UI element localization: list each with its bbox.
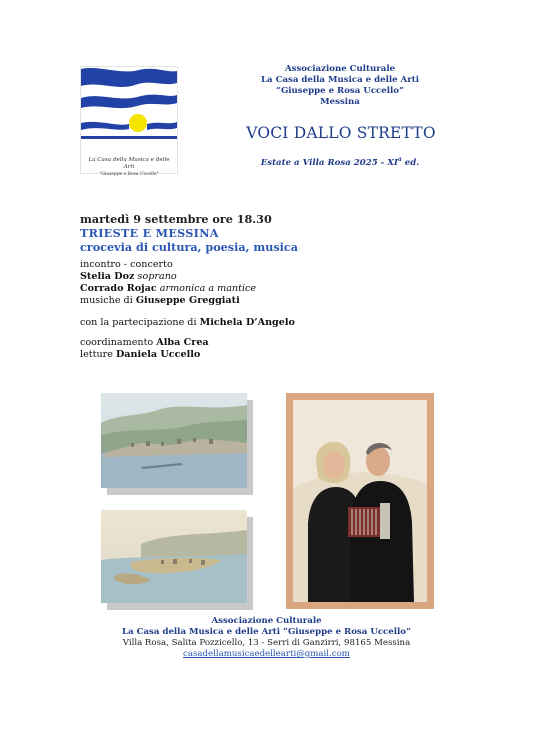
footer [60,616,473,660]
performer-2 [80,283,256,294]
coordination-credit [80,337,209,348]
performer-1-role: soprano [137,271,177,282]
coordination-prefix: coordinamento [80,337,154,348]
subtitle-superscript: a [397,156,402,163]
music-prefix: musiche di [80,295,133,306]
assoc-line1: Associazione Culturale [284,64,396,74]
assoc-line2: La Casa della Musica e delle Arti [261,75,419,85]
logo-waves-sun-graphic [81,67,177,155]
music-credit [80,295,240,306]
performer-2-role: armonica a mantice [159,283,257,294]
readings-credit [80,349,200,360]
assoc-line4: Messina [320,97,360,107]
association-logo [80,66,178,177]
footer-assoc-line2: La Casa della Musica e delle Arti “Giuseppe e Rosa Uccello” [122,627,411,637]
event-subtitle: crocevia di cultura, poesia, musica [80,240,298,254]
performer-2-name: Corrado Rojac [80,283,157,294]
composer-name: Giuseppe Greggiati [135,295,240,306]
performer-1 [80,271,177,282]
page-title: VOCI DALLO STRETTO [246,124,436,142]
association-header [240,64,440,108]
footer-assoc-line1: Associazione Culturale [211,616,322,626]
messina-view-image [101,510,247,603]
page-subtitle [220,156,460,168]
logo-caption-line2: "Giuseppe e Rosa Uccello" [99,172,159,177]
participation-prefix: con la partecipazione di [80,317,197,328]
performer-1-name: Stelia Doz [80,271,135,282]
participant-name: Michela D’Angelo [199,317,295,328]
performers-photo [286,393,434,609]
logo-caption-line1: La Casa della Musica e delle Arti [88,157,170,170]
event-date: martedì 9 settembre ore 18.30 [80,212,272,226]
footer-email-link[interactable]: casadellamusicaedellearti@gmail.com [183,649,350,659]
readings-prefix: letture [80,349,113,360]
event-type: incontro - concerto [80,259,173,270]
assoc-line3: “Giuseppe e Rosa Uccello” [276,86,404,96]
event-title: TRIESTE E MESSINA [80,226,219,240]
subtitle-text: Estate a Villa Rosa 2025 - XI [260,157,398,168]
participation-credit [80,317,295,328]
reader-name: Daniela Uccello [115,349,201,360]
footer-address: Villa Rosa, Salita Pozzicello, 13 - Serri di Ganzirri, 98165 Messina [122,638,411,648]
logo-caption [83,157,175,178]
subtitle-end: ed. [401,157,420,168]
coordinator-name: Alba Crea [156,337,209,348]
trieste-view-image [101,393,247,488]
